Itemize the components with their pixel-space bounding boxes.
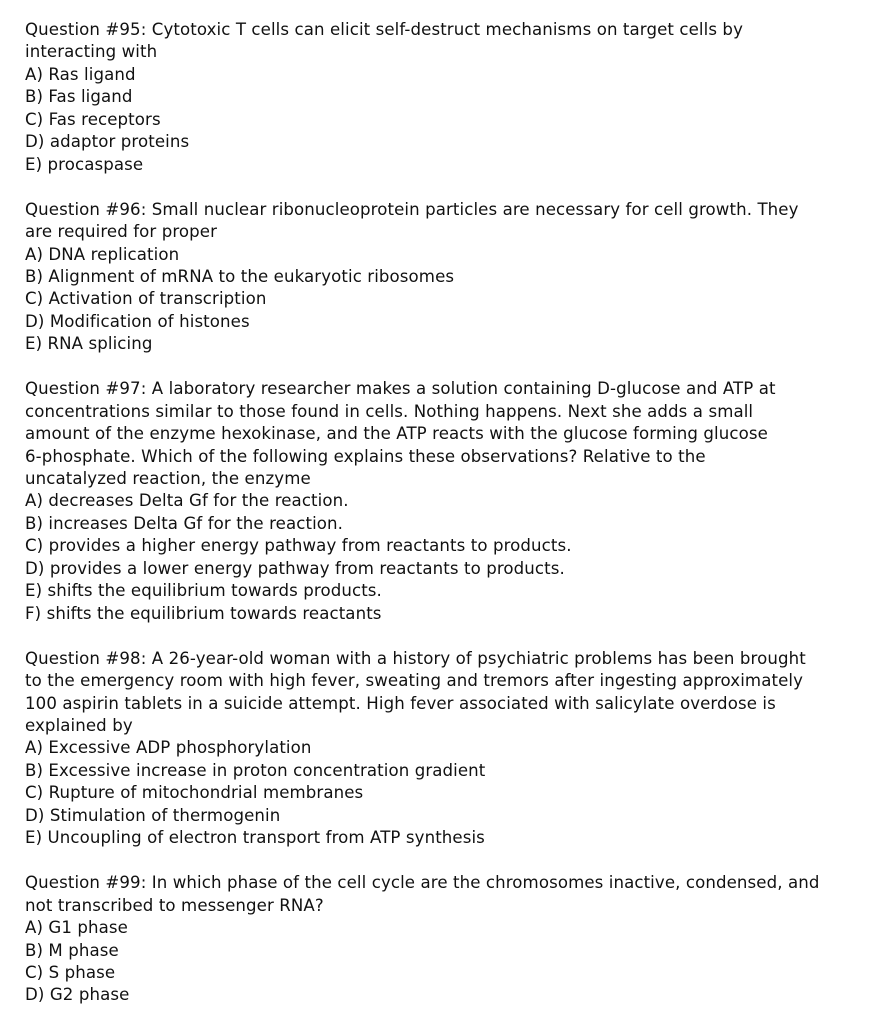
- question-block: [25, 199, 865, 356]
- question-stem-line: Question #98: A 26-year-old woman with a history of psychiatric problems has been brought: [25, 648, 806, 668]
- answer-option: A) DNA replication: [25, 244, 180, 264]
- answer-option: E) RNA splicing: [25, 334, 153, 354]
- answer-option: D) provides a lower energy pathway from reactants to products.: [25, 558, 565, 578]
- answer-option: E) Uncoupling of electron transport from ATP synthesis: [25, 828, 485, 848]
- answer-option: F) shifts the equilibrium towards reactants: [25, 603, 382, 623]
- answer-option: D) G2 phase: [25, 985, 130, 1005]
- answer-option: C) S phase: [25, 962, 116, 982]
- answer-option: B) Excessive increase in proton concentration gradient: [25, 760, 486, 780]
- question-stem-line: Question #97: A laboratory researcher makes a solution containing D-glucose and ATP at: [25, 379, 776, 399]
- answer-option: E) shifts the equilibrium towards products.: [25, 581, 382, 601]
- answer-option: C) Activation of transcription: [25, 289, 267, 309]
- answer-option: C) provides a higher energy pathway from reactants to products.: [25, 536, 572, 556]
- question-stem-line: 100 aspirin tablets in a suicide attempt. High fever associated with salicylate overdose is: [25, 693, 776, 713]
- question-block: [25, 872, 865, 1007]
- answer-option: D) Stimulation of thermogenin: [25, 805, 281, 825]
- question-stem-line: Question #99: In which phase of the cell cycle are the chromosomes inactive, condensed, and: [25, 873, 820, 893]
- question-stem-line: to the emergency room with high fever, sweating and tremors after ingesting approximately: [25, 671, 804, 691]
- question-document: [25, 19, 865, 1029]
- question-stem-line: uncatalyzed reaction, the enzyme: [25, 469, 311, 489]
- question-stem-line: are required for proper: [25, 222, 218, 242]
- question-block: [25, 19, 865, 176]
- answer-option: A) G1 phase: [25, 918, 128, 938]
- answer-option: B) Alignment of mRNA to the eukaryotic ribosomes: [25, 266, 455, 286]
- question-block: [25, 378, 865, 625]
- question-stem-line: Question #95: Cytotoxic T cells can elicit self-destruct mechanisms on target cells by: [25, 20, 743, 39]
- answer-option: B) Fas ligand: [25, 87, 133, 107]
- question-stem-line: concentrations similar to those found in cells. Nothing happens. Next she adds a small: [25, 401, 754, 421]
- question-stem-line: interacting with: [25, 42, 158, 62]
- question-block: [25, 648, 865, 850]
- question-stem-line: 6-phosphate. Which of the following explains these observations? Relative to the: [25, 446, 706, 466]
- answer-option: A) decreases Delta Gf for the reaction.: [25, 491, 349, 511]
- answer-option: B) M phase: [25, 940, 119, 960]
- answer-option: B) increases Delta Gf for the reaction.: [25, 513, 344, 533]
- question-stem-line: not transcribed to messenger RNA?: [25, 895, 324, 915]
- answer-option: C) Rupture of mitochondrial membranes: [25, 783, 364, 803]
- answer-option: D) adaptor proteins: [25, 132, 190, 152]
- answer-option: A) Excessive ADP phosphorylation: [25, 738, 312, 758]
- question-stem-line: explained by: [25, 716, 133, 735]
- question-stem-line: amount of the enzyme hexokinase, and the ATP reacts with the glucose forming glucose: [25, 424, 768, 444]
- answer-option: A) Ras ligand: [25, 64, 136, 84]
- answer-option: D) Modification of histones: [25, 311, 250, 331]
- answer-option: E) procaspase: [25, 154, 144, 174]
- question-stem-line: Question #96: Small nuclear ribonucleoprotein particles are necessary for cell growth. They: [25, 199, 799, 219]
- answer-option: C) Fas receptors: [25, 109, 161, 129]
